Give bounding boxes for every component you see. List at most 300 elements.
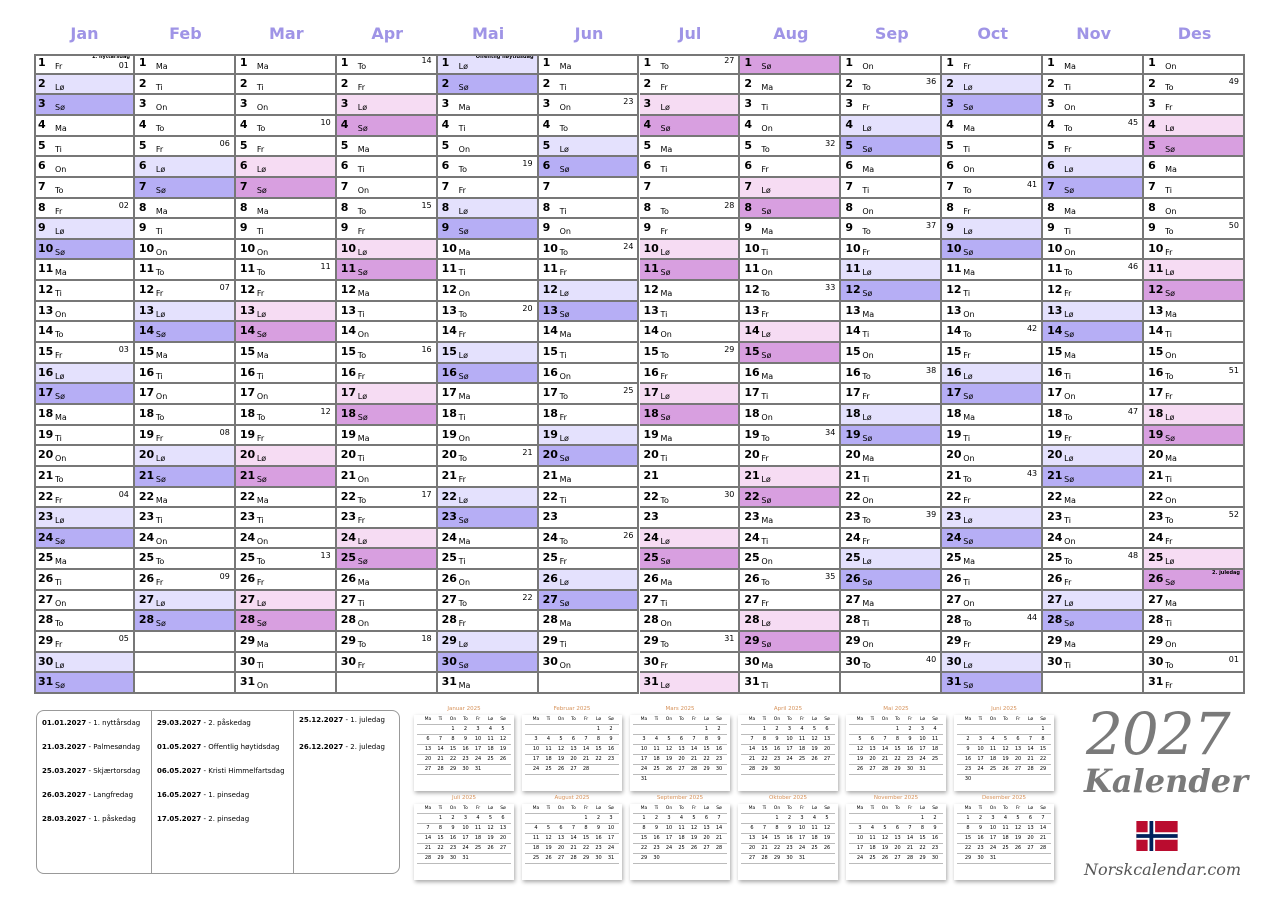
mini-row-line bbox=[633, 823, 727, 824]
week-number: 41 bbox=[1026, 179, 1038, 189]
day-cell bbox=[740, 137, 841, 158]
mini-weekday: Lø bbox=[703, 806, 710, 811]
mini-day: 10 bbox=[532, 746, 540, 752]
day-cell bbox=[34, 570, 135, 591]
mini-day: 9 bbox=[775, 736, 779, 742]
day-cell bbox=[438, 95, 539, 116]
day-number: 4 bbox=[239, 117, 248, 131]
mini-day: 4 bbox=[870, 825, 875, 831]
day-cell bbox=[337, 302, 438, 323]
mini-day: 27 bbox=[424, 766, 432, 772]
mini-day: 1 bbox=[775, 815, 779, 821]
mini-day: 22 bbox=[773, 845, 781, 851]
day-number: 2 bbox=[744, 76, 753, 90]
weekday-name: On bbox=[559, 371, 571, 381]
mini-day: 31 bbox=[798, 855, 806, 861]
day-cell bbox=[841, 240, 942, 261]
weekday-name: Ma bbox=[357, 289, 370, 299]
weekday-name: Ma bbox=[155, 62, 168, 71]
day-cell bbox=[337, 529, 438, 550]
day-cell bbox=[640, 405, 741, 426]
mini-day: 8 bbox=[775, 825, 779, 831]
day-number: 6 bbox=[845, 159, 853, 173]
mini-day: 18 bbox=[545, 756, 552, 762]
mini-day: 23 bbox=[607, 756, 615, 762]
day-number: 2 bbox=[542, 76, 551, 90]
mini-row-line bbox=[741, 833, 835, 834]
day-number: 18 bbox=[138, 406, 155, 420]
mini-weekday: Ti bbox=[654, 717, 659, 722]
day-number: 26 bbox=[946, 572, 962, 586]
mini-row-line bbox=[849, 754, 943, 755]
mini-day: 13 bbox=[1014, 746, 1022, 752]
mini-day: 16 bbox=[462, 746, 469, 752]
weekday-name: Sø bbox=[357, 268, 368, 278]
weekday-name: Lø bbox=[559, 144, 569, 154]
day-cell bbox=[438, 426, 539, 447]
mini-day: 8 bbox=[920, 825, 925, 831]
mini-day: 22 bbox=[437, 845, 444, 851]
weekday-name: Fr bbox=[660, 371, 668, 381]
day-number: 13 bbox=[1148, 303, 1164, 317]
day-cell bbox=[438, 219, 539, 240]
holiday-item: 16.05.2027 - 1. pinsedag bbox=[157, 791, 250, 799]
mini-day: 21 bbox=[761, 845, 768, 851]
day-cell bbox=[640, 157, 741, 178]
day-number: 24 bbox=[1047, 530, 1063, 544]
weekday-name: Lø bbox=[862, 268, 872, 278]
day-cell bbox=[34, 632, 135, 653]
day-cell bbox=[640, 446, 741, 467]
weekday-name: On bbox=[357, 474, 370, 484]
weekday-name: Fr bbox=[55, 206, 63, 216]
mini-day: 6 bbox=[571, 736, 576, 742]
weekday-name: Fr bbox=[357, 660, 366, 670]
day-number: 1 bbox=[1148, 56, 1156, 69]
day-number: 23 bbox=[340, 510, 357, 524]
day-cell bbox=[1043, 384, 1144, 405]
week-number: 45 bbox=[1127, 117, 1139, 127]
mini-row-line bbox=[741, 764, 835, 765]
mini-row-line bbox=[957, 724, 1051, 725]
weekday-name: To bbox=[761, 144, 770, 154]
mini-day: 3 bbox=[858, 825, 862, 831]
mini-row-line bbox=[957, 863, 1051, 864]
week-number: 15 bbox=[421, 200, 432, 210]
weekday-name: To bbox=[357, 640, 367, 650]
day-cell bbox=[942, 240, 1043, 261]
day-number: 15 bbox=[138, 345, 155, 359]
mini-day: 15 bbox=[640, 835, 648, 841]
day-number: 23 bbox=[542, 510, 558, 524]
day-cell bbox=[841, 302, 942, 323]
weekday-name: Fr bbox=[357, 227, 366, 237]
day-number: 12 bbox=[38, 283, 54, 297]
day-number: 2 bbox=[946, 76, 954, 90]
day-number: 12 bbox=[744, 283, 760, 297]
mini-day: 1 bbox=[762, 726, 767, 732]
mini-day: 16 bbox=[977, 835, 984, 841]
day-cell bbox=[135, 529, 236, 550]
mini-day: 20 bbox=[570, 756, 577, 762]
weekday-name: Lø bbox=[1165, 123, 1175, 133]
day-number: 14 bbox=[239, 324, 256, 338]
weekday-name: Ma bbox=[1064, 640, 1076, 650]
mini-weekday: Lø bbox=[811, 806, 818, 811]
mini-row-line bbox=[849, 863, 943, 864]
day-cell bbox=[236, 281, 337, 302]
day-cell bbox=[1043, 95, 1144, 116]
weekday-name: Lø bbox=[55, 227, 65, 237]
day-number: 2 bbox=[1148, 76, 1156, 90]
weekday-name: Ma bbox=[1064, 62, 1076, 71]
mini-day: 8 bbox=[1041, 736, 1045, 742]
day-cell bbox=[236, 467, 337, 488]
day-cell bbox=[640, 508, 741, 529]
day-cell bbox=[640, 75, 741, 96]
week-number: 50 bbox=[1228, 221, 1239, 231]
day-cell bbox=[539, 322, 640, 343]
holiday-item: 26.12.2027 - 2. juledag bbox=[299, 743, 385, 751]
mini-day: 28 bbox=[424, 855, 432, 861]
week-number: 40 bbox=[926, 654, 937, 664]
week-number: 27 bbox=[724, 56, 735, 65]
day-cell bbox=[135, 570, 236, 591]
weekday-name: Lø bbox=[357, 247, 368, 257]
day-cell bbox=[841, 322, 942, 343]
mini-day: 16 bbox=[607, 746, 615, 752]
day-cell bbox=[539, 570, 640, 591]
mini-row-line bbox=[417, 744, 511, 745]
mini-row-line bbox=[633, 863, 727, 864]
weekday-name: Sø bbox=[256, 330, 267, 340]
mini-day: 13 bbox=[894, 835, 901, 841]
mini-day: 16 bbox=[595, 835, 602, 841]
weekday-name: To bbox=[660, 62, 669, 71]
mini-day: 24 bbox=[977, 766, 984, 772]
day-number: 7 bbox=[441, 179, 450, 193]
holiday-column-2 bbox=[152, 711, 292, 873]
mini-day: 7 bbox=[584, 736, 588, 742]
mini-row-line bbox=[525, 813, 619, 814]
weekday-name: Fr bbox=[155, 578, 164, 588]
weekday-name: Ti bbox=[155, 516, 163, 526]
mini-weekday: Lø bbox=[487, 806, 494, 811]
day-number: 10 bbox=[1148, 241, 1164, 255]
weekday-name: Fr bbox=[1165, 103, 1173, 113]
day-number: 11 bbox=[542, 262, 558, 276]
day-number: 3 bbox=[138, 97, 147, 111]
day-cell bbox=[1043, 343, 1144, 364]
weekday-name: Sø bbox=[1064, 474, 1075, 484]
week-number: 18 bbox=[421, 634, 432, 644]
day-number: 20 bbox=[1148, 448, 1164, 462]
weekday-name: Fr bbox=[862, 392, 870, 402]
mini-day: 6 bbox=[870, 736, 875, 742]
day-cell bbox=[640, 54, 741, 75]
day-cell bbox=[942, 178, 1043, 199]
day-cell bbox=[1144, 384, 1245, 405]
mini-day: 5 bbox=[667, 736, 671, 742]
day-number: 6 bbox=[38, 159, 46, 173]
day-number: 15 bbox=[643, 345, 659, 359]
mini-row-line bbox=[957, 774, 1051, 775]
mini-day: 30 bbox=[931, 855, 939, 861]
mini-weekday: To bbox=[787, 806, 792, 811]
day-cell bbox=[34, 137, 135, 158]
weekday-name: To bbox=[1064, 123, 1073, 133]
day-cell bbox=[438, 467, 539, 488]
day-cell bbox=[34, 591, 135, 612]
day-cell bbox=[34, 488, 135, 509]
weekday-name: To bbox=[1165, 516, 1174, 526]
month-header: Jul bbox=[678, 24, 702, 43]
day-number: 21 bbox=[744, 468, 760, 482]
day-number: 1 bbox=[542, 56, 551, 69]
mini-day: 3 bbox=[978, 736, 983, 742]
weekday-name: Ti bbox=[559, 351, 567, 361]
mini-day: 9 bbox=[966, 746, 970, 752]
mini-weekday: Fr bbox=[691, 717, 697, 722]
mini-day: 4 bbox=[991, 736, 995, 742]
day-cell bbox=[337, 611, 438, 632]
day-cell bbox=[438, 384, 539, 405]
day-cell bbox=[34, 673, 135, 694]
day-cell bbox=[34, 446, 135, 467]
mini-day: 14 bbox=[906, 835, 914, 841]
mini-weekday: On bbox=[881, 806, 889, 811]
mini-day: 30 bbox=[595, 855, 602, 861]
day-cell bbox=[1144, 508, 1245, 529]
day-number: 30 bbox=[744, 654, 760, 668]
weekday-name: Ma bbox=[357, 144, 370, 154]
weekday-name: To bbox=[55, 619, 64, 629]
weekday-name: On bbox=[862, 640, 874, 650]
day-cell bbox=[942, 281, 1043, 302]
day-cell bbox=[337, 137, 438, 158]
mini-weekday: Ma bbox=[424, 717, 432, 722]
mini-day: 3 bbox=[463, 815, 468, 821]
day-number: 31 bbox=[38, 675, 54, 689]
weekday-name: Fr bbox=[256, 289, 265, 299]
day-cell bbox=[34, 384, 135, 405]
day-cell bbox=[539, 529, 640, 550]
day-number: 21 bbox=[138, 468, 155, 482]
mini-day: 8 bbox=[966, 825, 970, 831]
weekday-name: On bbox=[660, 330, 672, 340]
mini-day: 1 bbox=[584, 815, 588, 821]
weekday-name: Ti bbox=[155, 82, 163, 92]
mini-day: 17 bbox=[989, 835, 997, 841]
week-number: 24 bbox=[623, 241, 634, 251]
day-cell bbox=[1043, 157, 1144, 178]
day-cell bbox=[539, 260, 640, 281]
weekday-name: Fr bbox=[256, 144, 265, 154]
day-number: 14 bbox=[1047, 324, 1063, 338]
mini-day: 25 bbox=[1002, 845, 1009, 851]
weekday-name: Sø bbox=[458, 227, 469, 237]
weekday-name: On bbox=[761, 123, 773, 133]
day-cell bbox=[1043, 673, 1144, 694]
day-cell bbox=[34, 467, 135, 488]
mini-day: 6 bbox=[750, 825, 754, 831]
day-cell bbox=[337, 653, 438, 674]
day-cell bbox=[135, 591, 236, 612]
mini-day: 19 bbox=[1014, 835, 1022, 841]
day-number: 10 bbox=[138, 241, 155, 255]
mini-day: 21 bbox=[690, 756, 698, 762]
mini-day: 13 bbox=[703, 825, 710, 831]
mini-day: 14 bbox=[424, 835, 432, 841]
mini-month-title: Juli 2025 bbox=[452, 795, 476, 801]
day-number: 25 bbox=[845, 551, 861, 565]
day-cell bbox=[640, 199, 741, 220]
weekday-name: Lø bbox=[155, 165, 166, 175]
mini-day: 4 bbox=[933, 726, 937, 732]
mini-day: 13 bbox=[1027, 825, 1034, 831]
day-number: 6 bbox=[744, 159, 753, 173]
day-number: 29 bbox=[441, 634, 457, 648]
day-cell bbox=[942, 157, 1043, 178]
weekday-name: Ma bbox=[55, 268, 67, 278]
mini-day: 16 bbox=[449, 835, 457, 841]
weekday-name: Fr bbox=[155, 433, 164, 443]
day-cell bbox=[942, 199, 1043, 220]
mini-day: 9 bbox=[654, 825, 659, 831]
year-title: 2027 bbox=[1086, 700, 1230, 768]
mini-day: 27 bbox=[823, 756, 831, 762]
mini-day: 11 bbox=[811, 825, 818, 831]
day-number: 3 bbox=[542, 97, 551, 111]
mini-row-line bbox=[741, 744, 835, 745]
day-cell bbox=[1144, 632, 1245, 653]
mini-row-line bbox=[741, 813, 835, 814]
weekday-name: Ma bbox=[256, 640, 269, 650]
day-cell bbox=[841, 343, 942, 364]
weekday-name: To bbox=[559, 536, 568, 546]
day-number: 19 bbox=[744, 427, 760, 441]
mini-day: 29 bbox=[582, 855, 590, 861]
weekday-name: Ma bbox=[660, 289, 673, 299]
mini-day: 5 bbox=[559, 736, 563, 742]
mini-day: 13 bbox=[748, 835, 756, 841]
weekday-name: To bbox=[357, 206, 367, 216]
mini-weekday: Fr bbox=[907, 806, 913, 811]
day-number: 25 bbox=[744, 551, 760, 565]
mini-day: 28 bbox=[690, 766, 698, 772]
mini-day: 29 bbox=[1039, 766, 1047, 772]
day-cell bbox=[1144, 260, 1245, 281]
day-number: 21 bbox=[643, 468, 659, 482]
weekday-name: Ti bbox=[761, 103, 769, 113]
mini-row-line bbox=[849, 843, 943, 844]
day-number: 31 bbox=[946, 675, 962, 689]
weekday-name: On bbox=[256, 247, 269, 257]
mini-weekday: Sø bbox=[1040, 806, 1046, 811]
day-number: 17 bbox=[138, 386, 155, 400]
day-number: 5 bbox=[744, 138, 753, 152]
day-cell bbox=[34, 157, 135, 178]
day-cell bbox=[841, 54, 942, 75]
weekday-name: To bbox=[1064, 268, 1073, 278]
day-cell bbox=[1043, 364, 1144, 385]
mini-day: 7 bbox=[762, 825, 767, 831]
weekday-name: Ti bbox=[1165, 185, 1172, 195]
day-cell bbox=[841, 611, 942, 632]
mini-day: 11 bbox=[989, 746, 997, 752]
day-number: 24 bbox=[845, 530, 861, 544]
day-number: 29 bbox=[845, 634, 861, 648]
weekday-name: Sø bbox=[458, 82, 469, 92]
day-number: 17 bbox=[38, 386, 54, 400]
day-cell bbox=[34, 343, 135, 364]
day-number: 3 bbox=[845, 97, 853, 111]
mini-weekday: Fr bbox=[799, 717, 805, 722]
weekday-name: To bbox=[761, 578, 770, 588]
day-cell bbox=[942, 549, 1043, 570]
day-number: 24 bbox=[744, 530, 760, 544]
day-cell bbox=[740, 549, 841, 570]
weekday-name: Ti bbox=[357, 309, 365, 319]
mini-row-line bbox=[417, 764, 511, 765]
weekday-name: Fr bbox=[761, 454, 769, 464]
day-number: 5 bbox=[643, 138, 652, 152]
weekday-name: Sø bbox=[761, 495, 772, 505]
day-number: 21 bbox=[340, 468, 357, 482]
weekday-name: Fr bbox=[55, 62, 63, 71]
day-number: 4 bbox=[643, 117, 652, 131]
day-number: 15 bbox=[239, 345, 256, 359]
day-number: 31 bbox=[441, 675, 457, 689]
day-number: 26 bbox=[340, 572, 357, 586]
week-number: 14 bbox=[421, 56, 432, 65]
weekday-name: Ma bbox=[458, 536, 471, 546]
mini-weekday: Fr bbox=[583, 806, 589, 811]
day-cell bbox=[236, 364, 337, 385]
day-cell bbox=[135, 95, 236, 116]
day-cell bbox=[337, 322, 438, 343]
weekday-name: Ti bbox=[256, 660, 264, 670]
weekday-name: On bbox=[963, 598, 975, 608]
weekday-name: On bbox=[1064, 247, 1076, 257]
weekday-name: Ma bbox=[862, 165, 875, 175]
day-cell bbox=[135, 611, 236, 632]
day-cell bbox=[236, 157, 337, 178]
weekday-name: Sø bbox=[256, 185, 267, 195]
day-number: 4 bbox=[946, 117, 954, 131]
day-cell bbox=[640, 116, 741, 137]
weekday-name: Ti bbox=[559, 495, 567, 505]
day-cell bbox=[1144, 75, 1245, 96]
holiday-item: 28.03.2027 - 1. påskedag bbox=[42, 815, 136, 823]
day-cell bbox=[135, 322, 236, 343]
day-number: 19 bbox=[138, 427, 155, 441]
weekday-name: On bbox=[963, 454, 975, 464]
mini-day: 29 bbox=[964, 855, 972, 861]
day-number: 28 bbox=[138, 613, 155, 627]
day-number: 30 bbox=[239, 654, 256, 668]
day-number: 8 bbox=[239, 200, 248, 214]
mini-day: 21 bbox=[1027, 756, 1034, 762]
day-number: 17 bbox=[441, 386, 457, 400]
mini-day: 13 bbox=[823, 736, 831, 742]
mini-day: 16 bbox=[653, 835, 660, 841]
mini-day: 15 bbox=[437, 835, 444, 841]
day-cell bbox=[135, 632, 236, 653]
day-cell bbox=[740, 653, 841, 674]
mini-month bbox=[954, 795, 1054, 880]
weekday-name: Ma bbox=[963, 268, 976, 278]
